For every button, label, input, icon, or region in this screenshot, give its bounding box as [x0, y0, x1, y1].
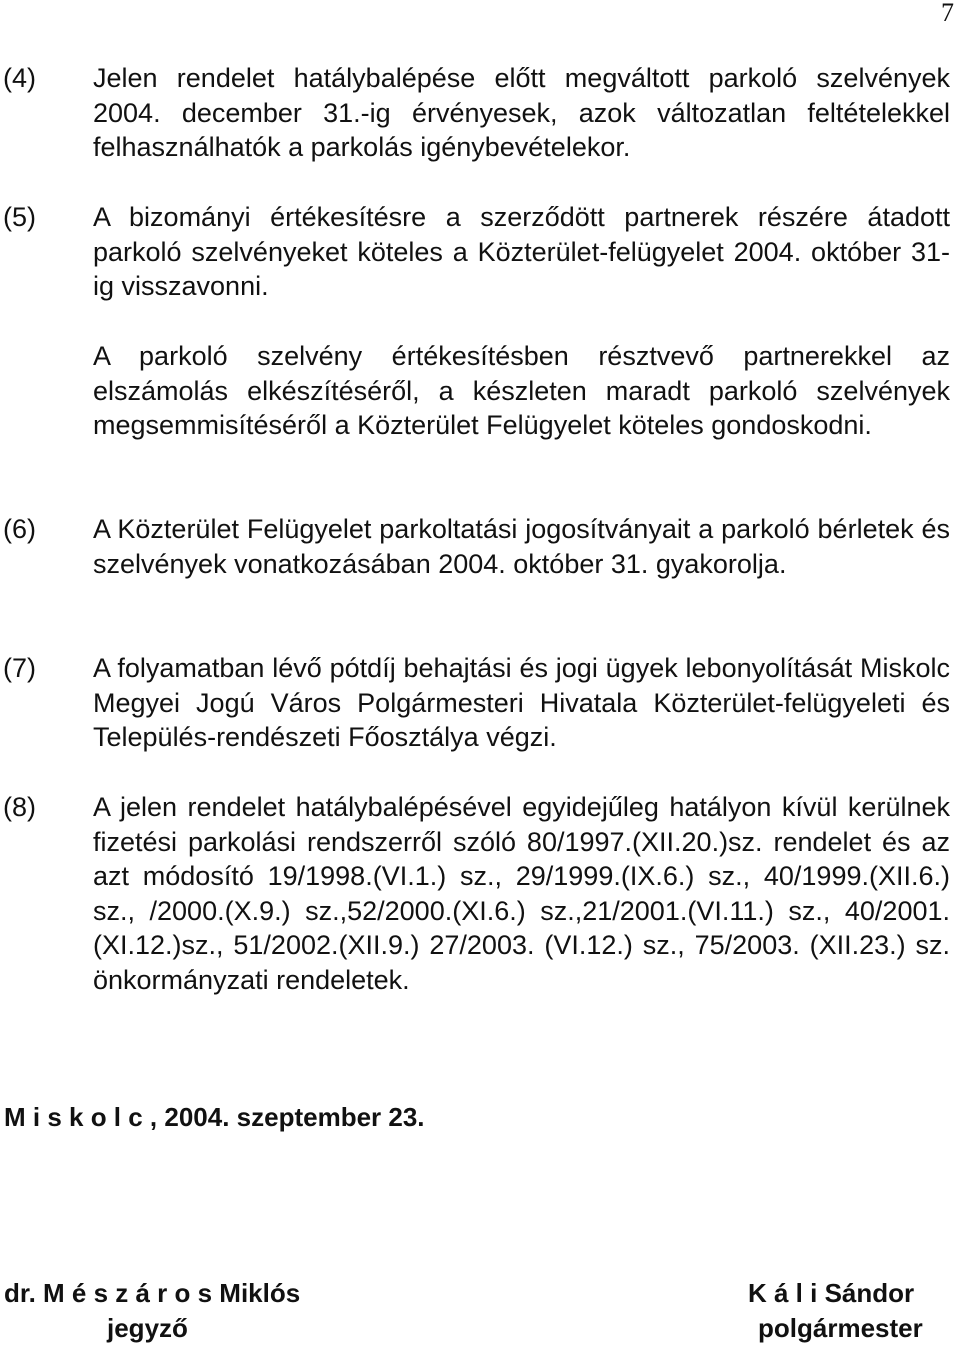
paragraph-8	[0, 790, 952, 998]
paragraph-number: (4)	[3, 63, 36, 93]
paragraph-number: (6)	[3, 514, 36, 544]
paragraph-4	[0, 61, 952, 165]
paragraph-number: (8)	[3, 792, 36, 822]
paragraph-text: A bizományi értékesítésre a szerződött partnerek részére átadott parkoló szelvényeket köteles a Közterület-felügyelet 2004. október 31-ig visszavonni.	[93, 202, 950, 302]
paragraph-text: Jelen rendelet hatálybalépése előtt megváltott parkoló szelvények 2004. december 31.-ig érvényesek, azok változatlan feltételekkel felhasználhatók a parkolás igénybevételekor.	[93, 63, 950, 163]
paragraph-text: A folyamatban lévő pótdíj behajtási és jogi ügyek lebonyolítását Miskolc Megyei Jogú Város Polgármesteri Hivatala Közterület-felügyeleti és Település-rendészeti Főosztálya végzi.	[93, 653, 950, 753]
signatory-name: dr. M é s z á r o s Miklós	[4, 1278, 301, 1308]
dateline: M i s k o l c , 2004. szeptember 23.	[4, 1102, 425, 1132]
paragraph-5-continuation: A parkoló szelvény értékesítésben résztvevő partnerekkel az elszámolás elkészítéséről, a készleten maradt parkoló szelvények megsemmisítéséről a Közterület Felügyelet köteles gondoskodni.	[93, 341, 950, 441]
signatory-name: K á l i Sándor	[748, 1278, 915, 1308]
signatory-title: polgármester	[758, 1313, 923, 1343]
paragraph-number: (5)	[3, 202, 36, 232]
signatory-title: jegyző	[107, 1313, 188, 1343]
signature-left	[4, 1276, 300, 1346]
paragraph-5	[0, 200, 952, 304]
paragraph-text: A jelen rendelet hatálybalépésével egyidejűleg hatályon kívül kerülnek fizetési parkolási rendszerről szóló 80/1997.(XII.20.)sz. rendelet és az azt módosító 19/1998.(VI.1.) sz., 29/1999.(IX.6.) sz., 40/1999.(XII.6.) sz., /2000.(X.9.) sz.,52/2000.(XI.6.) sz.,21/2001.(VI.11.) sz., 40/2001.(XI.12.)sz., 51/2002.(XII.9.) 27/2003. (VI.12.) sz., 75/2003. (XII.23.) sz. önkormányzati rendeletek.	[93, 792, 950, 995]
paragraph-7	[0, 651, 952, 755]
paragraph-number: (7)	[3, 653, 36, 683]
paragraph-text: A Közterület Felügyelet parkoltatási jogosítványait a parkoló bérletek és szelvények vonatkozásában 2004. október 31. gyakorolja.	[93, 514, 950, 579]
signature-right	[748, 1276, 923, 1346]
page-number: 7	[941, 0, 954, 27]
paragraph-6	[0, 512, 952, 581]
